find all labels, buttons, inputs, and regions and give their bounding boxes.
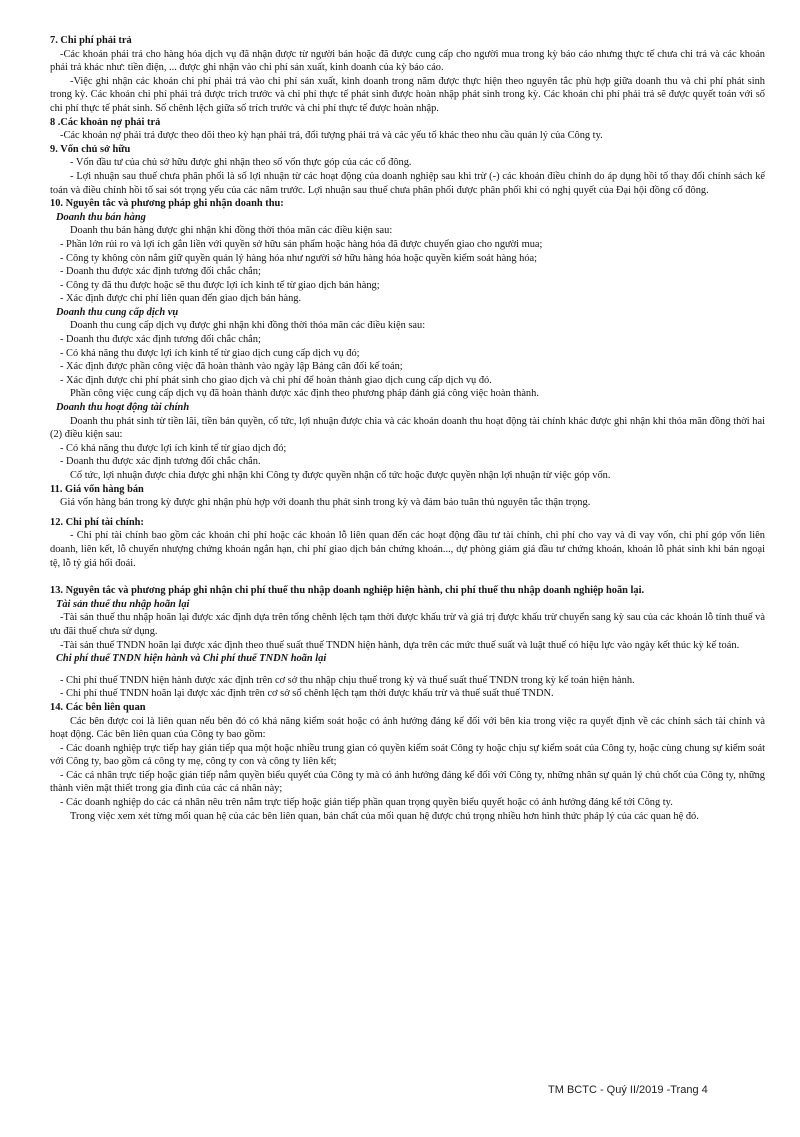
section (50, 483, 765, 510)
paragraph: - Công ty không còn nắm giữ quyền quản lý hàng hóa như người sở hữu hàng hóa hoặc quyền kiểm soát hàng hóa; (60, 252, 538, 264)
section-heading: 10. Nguyên tắc và phương pháp ghi nhận doanh thu: (50, 198, 284, 210)
page-footer: TM BCTC - Quý II/2019 -Trang 4 (548, 1084, 708, 1096)
paragraph: -Các khoản nợ phải trả được theo dõi theo kỳ hạn phải trả, đối tượng phải trả và các yếu tố khác theo nhu cầu quản lý của Công ty. (60, 130, 603, 142)
paragraph: - Có khả năng thu được lợi ích kinh tế từ giao dịch đó; (60, 442, 287, 454)
subheading: Doanh thu bán hàng (56, 211, 146, 223)
paragraph: - Chi phí thuế TNDN hiện hành được xác định trên cơ sở thu nhập chịu thuế trong kỳ và thuế suất thuế TNDN trong kỳ kế toán hiện hành. (60, 674, 635, 686)
section (50, 143, 765, 197)
paragraph: - Phần lớn rủi ro và lợi ích gắn liền với quyền sở hữu sản phẩm hoặc hàng hóa đã được chuyển giao cho người mua; (60, 238, 543, 250)
section (50, 516, 765, 570)
paragraph: - Các doanh nghiệp trực tiếp hay gián tiếp qua một hoặc nhiều trung gian có quyền kiểm soát Công ty hoặc chịu sự kiểm soát của Công ty, hoặc cùng chung sự kiểm soát với Công ty, bao gồm cả công ty mẹ, công ty con và công ty liên kết; (50, 742, 765, 768)
spacer (50, 666, 765, 674)
paragraph: Giá vốn hàng bán trong kỳ được ghi nhận phù hợp với doanh thu phát sinh trong kỳ và đảm bảo tuân thủ nguyên tắc thận trọng. (60, 497, 591, 509)
paragraph: - Công ty đã thu được hoặc sẽ thu được lợi ích kinh tế từ giao dịch bán hàng; (60, 279, 380, 291)
subheading: Doanh thu hoạt động tài chính (56, 402, 190, 414)
paragraph: -Các khoản phải trả cho hàng hóa dịch vụ đã nhận được từ người bán hoặc đã được cung cấp cho người mua trong kỳ báo cáo nhưng thực tế chưa chi trả và các khoản phải trả khác như: tiền điện, ... được ghi nhận vào chi phí sản xuất, kinh doanh của kỳ báo cáo. (50, 48, 765, 74)
section-heading: 13. Nguyên tắc và phương pháp ghi nhận chi phí thuế thu nhập doanh nghiệp hiện hành, chi phí thuế thu nhập doanh nghiệp hoãn lại. (50, 585, 645, 597)
document-body (50, 34, 765, 823)
paragraph: - Xác định được chi phí phát sinh cho giao dịch và chi phí để hoàn thành giao dịch cung cấp dịch vụ đó. (60, 374, 492, 386)
section (50, 116, 765, 143)
paragraph: - Chi phí tài chính bao gồm các khoản chi phí hoặc các khoản lỗ liên quan đến các hoạt động đầu tư tài chính, chi phí cho vay và đi vay vốn, chi phí góp vốn liên doanh, liên kết, lỗ chuyển nhượng chứng khoán ngắn hạn, chi phí giao dịch bán chứng khoán..., dự phòng giảm giá đầu tư chứng khoán, khoản lỗ phát sinh khi bán ngoại tệ, lỗ tỷ giá hối đoái. (50, 530, 765, 569)
section (50, 197, 765, 482)
paragraph: - Xác định được chi phí liên quan đến giao dịch bán hàng. (60, 293, 302, 305)
section-heading: 8 .Các khoản nợ phải trả (50, 116, 161, 128)
paragraph: - Vốn đầu tư của chủ sở hữu được ghi nhận theo số vốn thực góp của các cổ đông. (70, 157, 412, 169)
paragraph: Doanh thu bán hàng được ghi nhận khi đồng thời thỏa mãn các điều kiện sau: (70, 225, 393, 237)
paragraph: - Chi phí thuế TNDN hoãn lại được xác định trên cơ sở số chênh lệch tạm thời được khấu trừ và thuế suất thuế TNDN. (60, 688, 554, 700)
paragraph: Các bên được coi là liên quan nếu bên đó có khả năng kiểm soát hoặc có ảnh hưởng đáng kể đối với bên kia trong việc ra quyết định về các chính sách tài chính và hoạt động. Các bên liên quan của Công ty bao gồm: (50, 715, 765, 741)
paragraph: Cổ tức, lợi nhuận được chia được ghi nhận khi Công ty được quyền nhận cổ tức hoặc được quyền nhận lợi nhuận từ việc góp vốn. (70, 470, 611, 481)
section-heading: 7. Chi phí phải trả (50, 35, 132, 46)
paragraph: - Doanh thu được xác định tương đối chắc chắn; (60, 334, 261, 346)
section (50, 701, 765, 823)
section-heading: 9. Vốn chủ sở hữu (50, 143, 131, 155)
paragraph: - Doanh thu được xác định tương đối chắc chắn; (60, 266, 261, 278)
section (50, 584, 765, 701)
section-heading: 11. Giá vốn hàng bán (50, 483, 144, 495)
paragraph: - Xác định được phần công việc đã hoàn thành vào ngày lập Bảng cân đối kế toán; (60, 361, 403, 373)
paragraph: - Doanh thu được xác định tương đối chắc chắn. (60, 456, 261, 468)
paragraph: - Có khả năng thu được lợi ích kinh tế từ giao dịch cung cấp dịch vụ đó; (60, 347, 360, 359)
paragraph: -Việc ghi nhận các khoản chi phí phải trả vào chi phí sản xuất, kinh doanh trong năm được thực hiện theo nguyên tắc phù hợp giữa doanh thu và chi phí phát sinh trong kỳ. Các khoản chi phí phải trả được trích trước và chi phí thực tế phát sinh được hoàn nhập phát sinh trong kỳ. Các khoản chi phí phải trả sẽ được quyết toán với số chi phí thực tế phát sinh. Số chênh lệch giữa số trích trước và chi phí thực tế được hoàn nhập. (50, 75, 765, 114)
subheading: Chi phí thuế TNDN hiện hành và Chi phí thuế TNDN hoãn lại (56, 653, 327, 665)
paragraph: - Lợi nhuận sau thuế chưa phân phối là số lợi nhuận từ các hoạt động của doanh nghiệp sau khi trừ (-) các khoản điều chỉnh do áp dụng hồi tố thay đổi chính sách kế toán và điều chỉnh hồi tố sai sót trọng yếu của các năm trước. Lợi nhuận sau thuế chưa phân phối được phân phối khi có nghị quyết của Đại hội đồng cổ đông. (50, 170, 765, 196)
subheading: Doanh thu cung cấp dịch vụ (56, 306, 179, 318)
paragraph: Phần công việc cung cấp dịch vụ đã hoàn thành được xác định theo phương pháp đánh giá công việc hoàn thành. (70, 388, 539, 400)
paragraph: - Các cá nhân trực tiếp hoặc gián tiếp nắm quyền biểu quyết của Công ty mà có ảnh hưởng đáng kể đối với Công ty, những nhân sự quản lý chủ chốt của Công ty, những thành viên mật thiết trong gia đình của các cá nhân này; (50, 769, 765, 795)
paragraph: -Tài sản thuế thu nhập hoãn lại được xác định dựa trên tổng chênh lệch tạm thời được khấu trừ và giá trị được khấu trừ chuyển sang kỳ sau của các khoản lỗ tính thuế và ưu đãi thuế chưa sử dụng. (50, 612, 765, 637)
section (50, 34, 765, 116)
section-heading: 12. Chi phí tài chính: (50, 516, 144, 528)
paragraph: - Các doanh nghiệp do các cá nhân nêu trên nắm trực tiếp hoặc gián tiếp phần quan trọng quyền biểu quyết hoặc có ảnh hưởng đáng kể tới Công ty. (60, 797, 673, 809)
paragraph: Trong việc xem xét từng mối quan hệ của các bên liên quan, bản chất của mối quan hệ được chú trọng nhiều hơn hình thức pháp lý của các quan hệ đó. (70, 810, 699, 822)
paragraph: -Tài sản thuế TNDN hoãn lại được xác định theo thuế suất thuế TNDN hiện hành, dựa trên các mức thuế suất và luật thuế có hiệu lực vào ngày kết thúc kỳ kế toán. (60, 639, 740, 651)
section-heading: 14. Các bên liên quan (50, 701, 146, 713)
subheading: Tài sản thuế thu nhập hoãn lại (56, 598, 190, 610)
paragraph: Doanh thu phát sinh từ tiền lãi, tiền bản quyền, cổ tức, lợi nhuận được chia và các khoản doanh thu hoạt động tài chính khác được ghi nhận khi thỏa mãn đồng thời hai (2) điều kiện sau: (50, 415, 765, 441)
paragraph: Doanh thu cung cấp dịch vụ được ghi nhận khi đồng thời thỏa mãn các điều kiện sau: (70, 320, 426, 332)
